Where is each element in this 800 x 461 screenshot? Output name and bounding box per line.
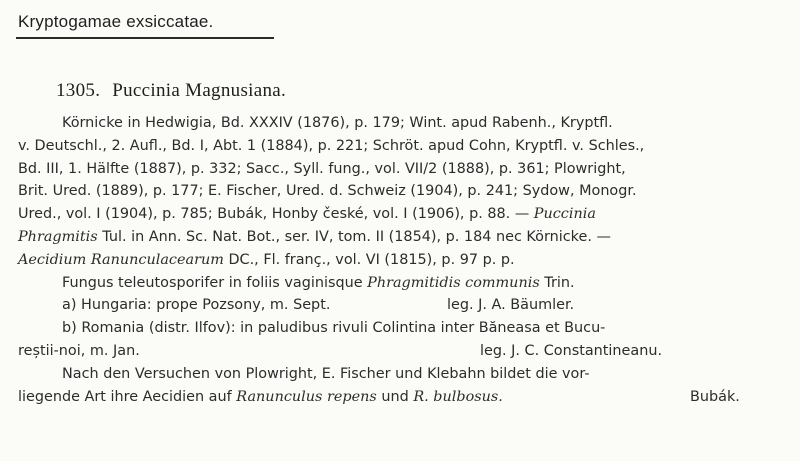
synonym1-citation: Tul. in Ann. Sc. Nat. Bot., ser. IV, tom. II (1854), p. 184 nec Körnicke. — [102,228,611,245]
locality-a [18,294,762,317]
host-line [18,272,762,295]
locality-b-text: (distr. Ilfov): in paludibus rivuli Colintina inter Băneasa et Bucu- [148,320,606,337]
host-name: Phragmitidis communis [367,274,540,291]
synonym1-line [18,226,762,249]
host-prefix: Fungus teleutosporifer in foliis vaginisque [62,274,363,291]
locality-b-collector: leg. J. C. Constantineanu. [480,342,663,359]
citation-line: Brit. Ured. (1889), p. 177; E. Fischer, Ured. d. Schweiz (1904), p. 241; Sydow, Monogr. [18,183,637,200]
note-host1: Ranunculus repens [236,388,377,405]
entry-body [18,112,762,408]
locality-b-label: b) Romania [62,320,145,337]
citation-line-text: Ured., vol. I (1904), p. 785; Bubák, Honby české, vol. I (1906), p. 88. — [18,206,530,223]
citation-line: Körnicke in Hedwigia, Bd. XXXIV (1876), p. 179; Wint. apud Rabenh., Kryptfl. [62,115,613,131]
locality-b-text2: reștii-noi, m. Jan. [18,342,140,359]
synonym1-epithet: Phragmitis [18,228,98,245]
note-line-2 [18,386,762,409]
entry-title [56,80,286,102]
locality-b-cont [18,340,762,363]
note-prefix: liegende Art ihre Aecidien auf [18,388,232,405]
host-suffix: Trin. [544,274,575,291]
locality-a-text: : prope Pozsony, m. Sept. [146,297,331,314]
note-host2: R. bulbosus. [413,388,503,405]
species-name: Puccinia Magnusiana. [112,80,287,101]
note-and: und [381,388,409,405]
locality-a-collector: leg. J. A. Bäumler. [447,297,575,314]
note-author: Bubák. [690,388,740,405]
citation-line: v. Deutschl., 2. Aufl., Bd. I, Abt. 1 (1884), p. 221; Schröt. apud Cohn, Kryptfl. v. Schles., [18,137,645,154]
citation-line [18,203,762,226]
entry-number: 1305. [56,80,101,101]
header-rule [16,37,274,39]
synonym2-name: Aecidium Ranunculacearum [18,251,224,268]
page-header: Kryptogamae exsiccatae. [18,12,214,31]
note-line-1: Nach den Versuchen von Plowright, E. Fischer und Klebahn bildet die vor- [62,365,590,382]
citation-line: Bd. III, 1. Hälfte (1887), p. 332; Sacc., Syll. fung., vol. VII/2 (1888), p. 361; Plowright, [18,160,626,177]
locality-a-label: a) Hungaria [62,297,147,314]
synonym2-citation: DC., Fl. franç., vol. VI (1815), p. 97 p. p. [228,251,515,268]
synonym1-genus: Puccinia [533,206,596,223]
synonym2-line [18,249,762,272]
locality-b [18,317,762,340]
